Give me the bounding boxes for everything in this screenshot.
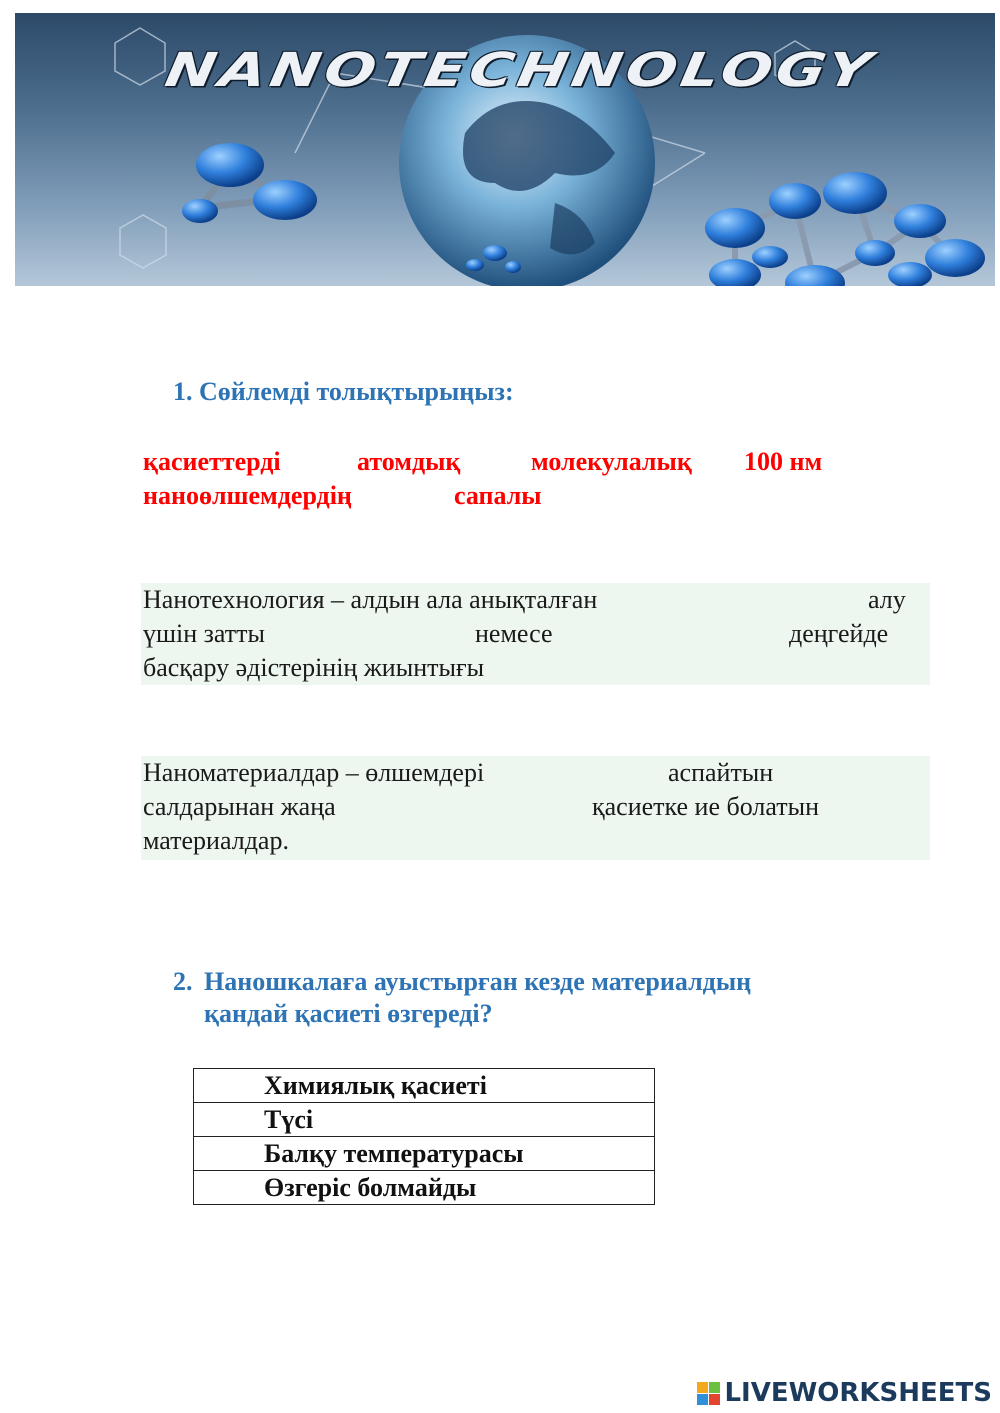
word-bank-item[interactable]: молекулалық [531,447,692,476]
sentence-text: материалдар. [143,826,289,855]
sentence-text: Нанотехнология – алдын ала анықталған [143,585,598,614]
question-2-line-2: қандай қасиеті өзгереді? [204,999,493,1028]
question-2-title [173,966,893,1030]
logo-text: LIVEWORKSHEETS [724,1378,992,1408]
sentence-text: аспайтын [668,758,774,787]
answer-option[interactable]: Балқу температурасы [194,1137,655,1171]
question-1-title: 1. Сөйлемді толықтырыңыз: [173,377,514,406]
sentence-text: деңгейде [789,619,889,648]
sentence-text: қасиетке ие болатын [592,792,819,821]
answer-option[interactable]: Түсі [194,1103,655,1137]
answer-option[interactable]: Химиялық қасиеті [194,1069,655,1103]
sentence-text: үшін затты [143,619,265,648]
word-bank-item[interactable]: қасиеттерді [143,447,281,476]
sentence-1-box [141,583,930,685]
sentence-text: басқару әдістерінің жиынтығы [143,653,485,682]
logo-grid-icon [697,1382,720,1405]
banner-title: NANOTECHNOLOGY [161,43,880,98]
question-2-line-1: Наношкалаға ауыстырған кезде материалдың [204,967,752,996]
liveworksheets-logo [697,1376,992,1410]
sentence-text: алу [868,585,906,614]
answer-options-table [193,1068,655,1205]
answer-option[interactable]: Өзгеріс болмайды [194,1171,655,1205]
sentence-text: салдарынан жаңа [143,792,336,821]
nanotechnology-banner [15,13,995,286]
molecule-cluster-icon [705,172,985,286]
question-2-number: 2. [173,967,193,996]
word-bank-item[interactable]: атомдық [357,447,461,476]
word-bank-item[interactable]: сапалы [454,481,542,510]
sentence-2-box [141,756,930,860]
sentence-text: Наноматериалдар – өлшемдері [143,758,485,787]
word-bank-item[interactable]: наноөлшемдердің [143,481,352,510]
sentence-text: немесе [475,619,553,648]
word-bank-item[interactable]: 100 нм [744,447,823,476]
